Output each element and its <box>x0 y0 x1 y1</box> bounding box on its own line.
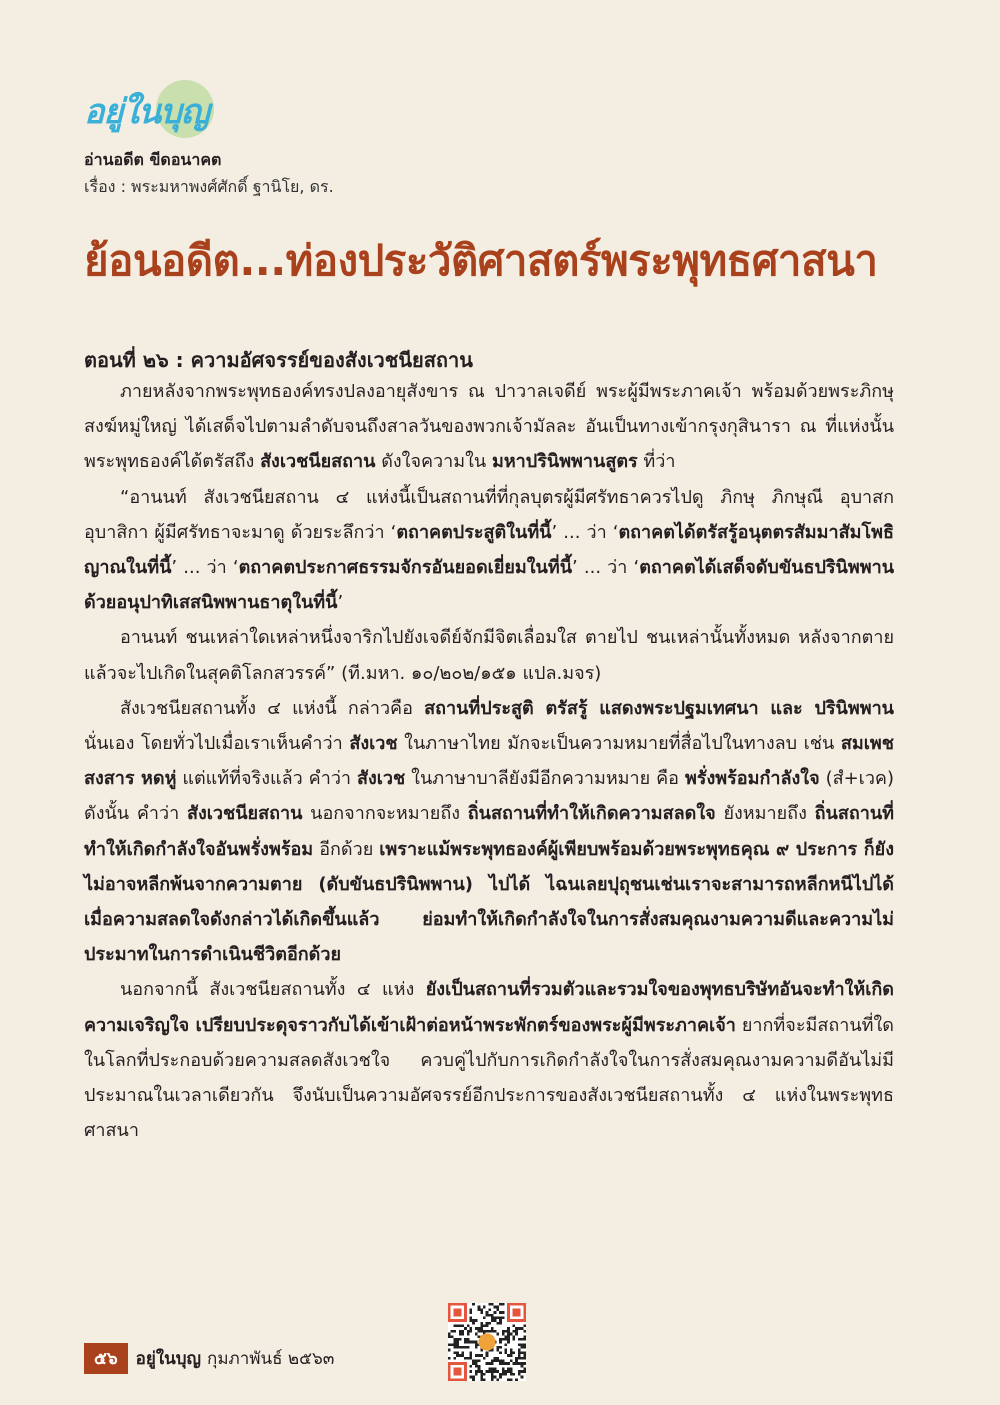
footer-issue: กุมภาพันธ์ ๒๕๖๓ <box>207 1348 335 1369</box>
body-text: ดังใจความใน <box>375 451 492 473</box>
emphasis-text: ถิ่นสถานที่ทำให้เกิดกำลังใจอันพรั่งพร้อม <box>84 803 894 860</box>
emphasis-text: พรั่งพร้อมกำลังใจ <box>684 768 820 790</box>
body-text: ’ ... ว่า ‘ <box>171 557 239 579</box>
author-byline: เรื่อง : พระมหาพงศ์ศักดิ์ ฐานิโย, ดร. <box>84 177 334 196</box>
emphasis-text: มหาปรินิพพานสูตร <box>491 451 638 473</box>
body-text: นอกจากนี้ สังเวชนียสถานทั้ง ๔ แห่ง <box>120 979 426 1001</box>
body-text: ’ <box>337 592 344 614</box>
emphasis-text: ยังเป็นสถานที่รวมตัวและรวมใจของพุทธบริษัทอันจะทำให้เกิดความเจริญใจ เปรียบประดุจราวกับได้เข้าเฝ้าต่อหน้าพระพักตร์ของพระผู้มีพระภาคเจ้า <box>84 979 894 1036</box>
emphasis-text: สังเวชนียสถาน <box>260 451 376 473</box>
qr-code-icon[interactable] <box>448 1303 526 1381</box>
episode-heading: ตอนที่ ๒๖ : ความอัศจรรย์ของสังเวชนียสถาน <box>84 348 473 372</box>
footer-magazine-name: อยู่ในบุญ <box>135 1348 202 1369</box>
emphasis-text: เพราะแม้พระพุทธองค์ผู้เพียบพร้อมด้วยพระพุทธคุณ ๙ ประการ ก็ยังไม่อาจหลีกพ้นจากความตาย (ดับขันธปรินิพพาน) ไปได้ ไฉนเลยปุถุชนเช่นเราจะสามารถหลีกหนีไปได้ เมื่อความสลดใจดังกล่าวได้เกิดขึ้นแล้ว ย่อมทำให้เกิดกำลังใจในการสั่งสมคุณงามความดีและความไม่ประมาทในการดำเนินชีวิตอีกด้วย <box>84 838 895 966</box>
emphasis-text: ตถาคตประกาศธรรมจักรอันยอดเยี่ยมในที่นี้ <box>238 557 573 579</box>
body-text: (สํ+เวค) ดังนั้น คำว่า <box>84 768 894 825</box>
body-text: นอกจากจะหมายถึง <box>302 803 468 825</box>
body-paragraph <box>84 480 894 621</box>
body-text: แต่แท้ที่จริงแล้ว คำว่า <box>176 768 357 790</box>
emphasis-text: ตถาคตประสูติในที่นี้ <box>396 521 552 543</box>
body-text: ยังหมายถึง <box>715 803 815 825</box>
emphasis-text: ถิ่นสถานที่ทำให้เกิดความสลดใจ <box>467 803 716 825</box>
emphasis-text: สังเวช <box>349 733 398 755</box>
article-body <box>84 374 894 1148</box>
logo-text: อยู่ในบุญ <box>84 92 209 132</box>
body-text: ’ ... ว่า ‘ <box>572 557 640 579</box>
emphasis-text: สถานที่ประสูติ ตรัสรู้ แสดงพระปฐมเทศนา และ ปรินิพพาน <box>424 697 894 719</box>
body-text: สังเวชนียสถานทั้ง ๔ แห่งนี้ กล่าวคือ <box>120 697 425 719</box>
body-paragraph <box>84 691 894 973</box>
page-footer <box>84 1344 334 1372</box>
body-paragraph <box>84 620 894 690</box>
body-text: อานนท์ ชนเหล่าใดเหล่าหนึ่งจาริกไปยังเจดีย์จักมีจิตเลื่อมใส ตายไป ชนเหล่านั้นทั้งหมด หลังจากตายแล้วจะไปเกิดในสุคติโลกสวรรค์” (ที.มหา. ๑๐/๒๐๒/๑๕๑ แปล.มจร) <box>84 627 894 684</box>
body-text: ในภาษาบาลียังมีอีกความหมาย คือ <box>405 768 685 790</box>
body-text: ยากที่จะมีสถานที่ใดในโลกที่ประกอบด้วยความสลดสังเวชใจ ควบคู่ไปกับการเกิดกำลังใจในการสั่งสมคุณงามความดีอันไม่มีประมาณในเวลาเดียวกัน จึงนับเป็นความอัศจรรย์อีกประการของสังเวชนียสถานทั้ง ๔ แห่งในพระพุทธศาสนา <box>84 1014 894 1142</box>
body-paragraph <box>84 374 894 480</box>
page-number: ๕๖ <box>84 1343 128 1374</box>
emphasis-text: สังเวช <box>356 768 406 790</box>
emphasis-text: ตถาคตได้ตรัสรู้อนุตตรสัมมาสัมโพธิญาณในที่นี้ <box>84 521 894 579</box>
article-title: ย้อนอดีต...ท่องประวัติศาสตร์พระพุทธศาสนา <box>84 236 878 285</box>
body-paragraph <box>84 972 894 1148</box>
magazine-logo <box>84 78 224 138</box>
body-text: อีกด้วย <box>313 838 380 860</box>
body-text: ภายหลังจากพระพุทธองค์ทรงปลงอายุสังขาร ณ ปาวาลเจดีย์ พระผู้มีพระภาคเจ้า พร้อมด้วยพระภิกษุสงฆ์หมู่ใหญ่ ได้เสด็จไปตามลำดับจนถึงสาลวันของพวกเจ้ามัลละ อันเป็นทางเข้ากรุงกุสินารา ณ ที่แห่งนั้น พระพุทธองค์ได้ตรัสถึง <box>84 381 894 473</box>
body-text: ที่ว่า <box>637 451 676 473</box>
emphasis-text: สมเพช สงสาร หดหู่ <box>84 733 894 790</box>
emphasis-text: ตถาคตได้เสด็จดับขันธปรินิพพานด้วยอนุปาทิเสสนิพพานธาตุในที่นี้ <box>84 557 894 614</box>
body-text: นั่นเอง โดยทั่วไปเมื่อเราเห็นคำว่า <box>84 733 350 755</box>
body-text: ในภาษาไทย มักจะเป็นความหมายที่สื่อไปในทางลบ เช่น <box>397 733 841 755</box>
body-text: ’ ... ว่า ‘ <box>551 521 619 543</box>
body-text: “อานนท์ สังเวชนียสถาน ๔ แห่งนี้เป็นสถานที่ที่กุลบุตรผู้มีศรัทธาควรไปดู ภิกษุ ภิกษุณี อุบาสก อุบาสิกา ผู้มีศรัทธาจะมาดู ด้วยระลึกว่า ‘ <box>84 486 894 543</box>
column-name: อ่านอดีต ขีดอนาคต <box>84 150 222 169</box>
emphasis-text: สังเวชนียสถาน <box>186 803 303 825</box>
